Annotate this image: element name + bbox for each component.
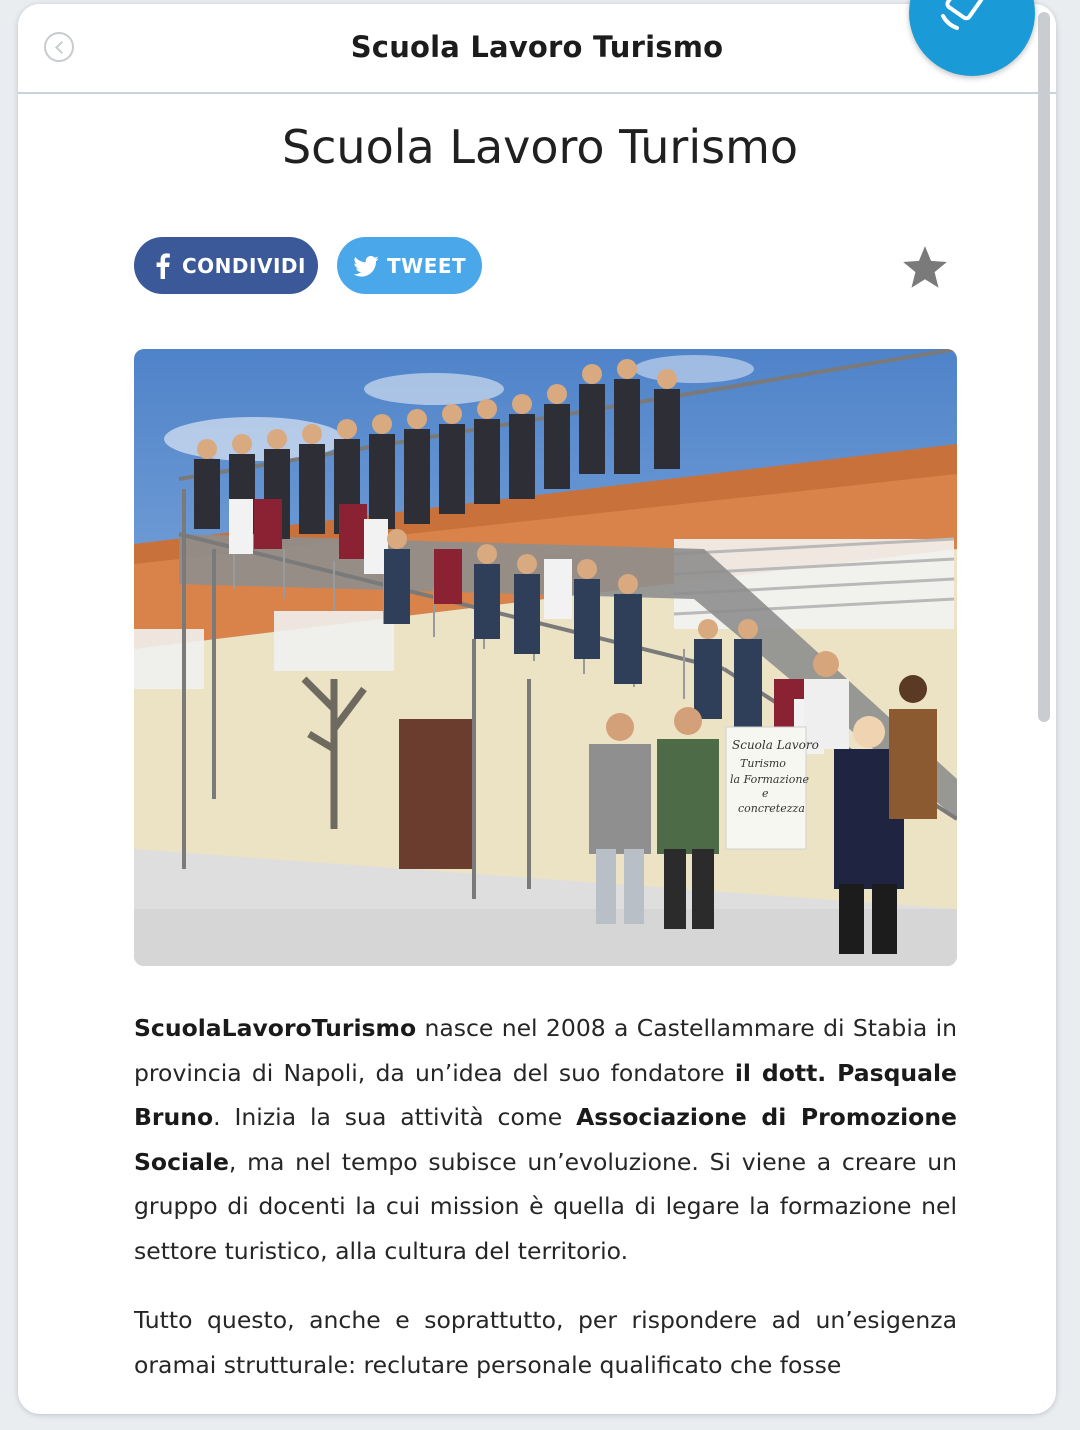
svg-text:la Formazione: la Formazione xyxy=(730,773,810,786)
paragraph-text: . Inizia la sua attività come xyxy=(213,1103,577,1131)
founder-name-text: il dott. Pasquale Bruno xyxy=(134,1058,957,1131)
top-bar xyxy=(18,4,1056,94)
facebook-share-button[interactable] xyxy=(134,237,318,294)
star-icon xyxy=(900,244,950,292)
article-photo xyxy=(134,349,957,966)
svg-text:Turismo: Turismo xyxy=(740,757,786,770)
twitter-share-button[interactable] xyxy=(337,237,482,294)
facebook-share-label: CONDIVIDI xyxy=(182,254,306,278)
facebook-icon xyxy=(156,253,170,279)
article-paragraph-2: Tutto questo, anche e soprattutto, per rispondere ad un’esigenza oramai strutturale: reclutare personale qualificato che fosse xyxy=(134,1306,957,1379)
favorite-button[interactable] xyxy=(900,244,950,296)
svg-text:concretezza: concretezza xyxy=(738,802,805,815)
twitter-bird-icon xyxy=(353,256,379,277)
paragraph-text: , ma nel tempo subisce un’evoluzione. Si viene a creare un gruppo di docenti la cui mission è quella di legare la formazione nel settore turistico, alla cultura del territorio. xyxy=(134,1147,957,1265)
screen-rotation-icon xyxy=(937,0,1001,30)
association-text: Associazione di Promozione Sociale xyxy=(134,1103,957,1176)
scrollbar-thumb[interactable] xyxy=(1038,12,1050,722)
twitter-share-label: TWEET xyxy=(387,254,467,278)
brand-name-text: ScuolaLavoroTurismo xyxy=(134,1014,417,1042)
paragraph-text: nasce nel 2008 a Castellammare di Stabia in provincia di Napoli, da un’idea del suo fondatore xyxy=(134,1014,957,1087)
article-title: Scuola Lavoro Turismo xyxy=(281,120,799,174)
svg-text:e: e xyxy=(762,787,769,800)
article-paragraph-1 xyxy=(134,1006,957,1273)
group-photo-illustration xyxy=(134,349,957,966)
top-bar-title: Scuola Lavoro Turismo xyxy=(350,30,724,64)
svg-text:Scuola Lavoro: Scuola Lavoro xyxy=(732,738,819,752)
